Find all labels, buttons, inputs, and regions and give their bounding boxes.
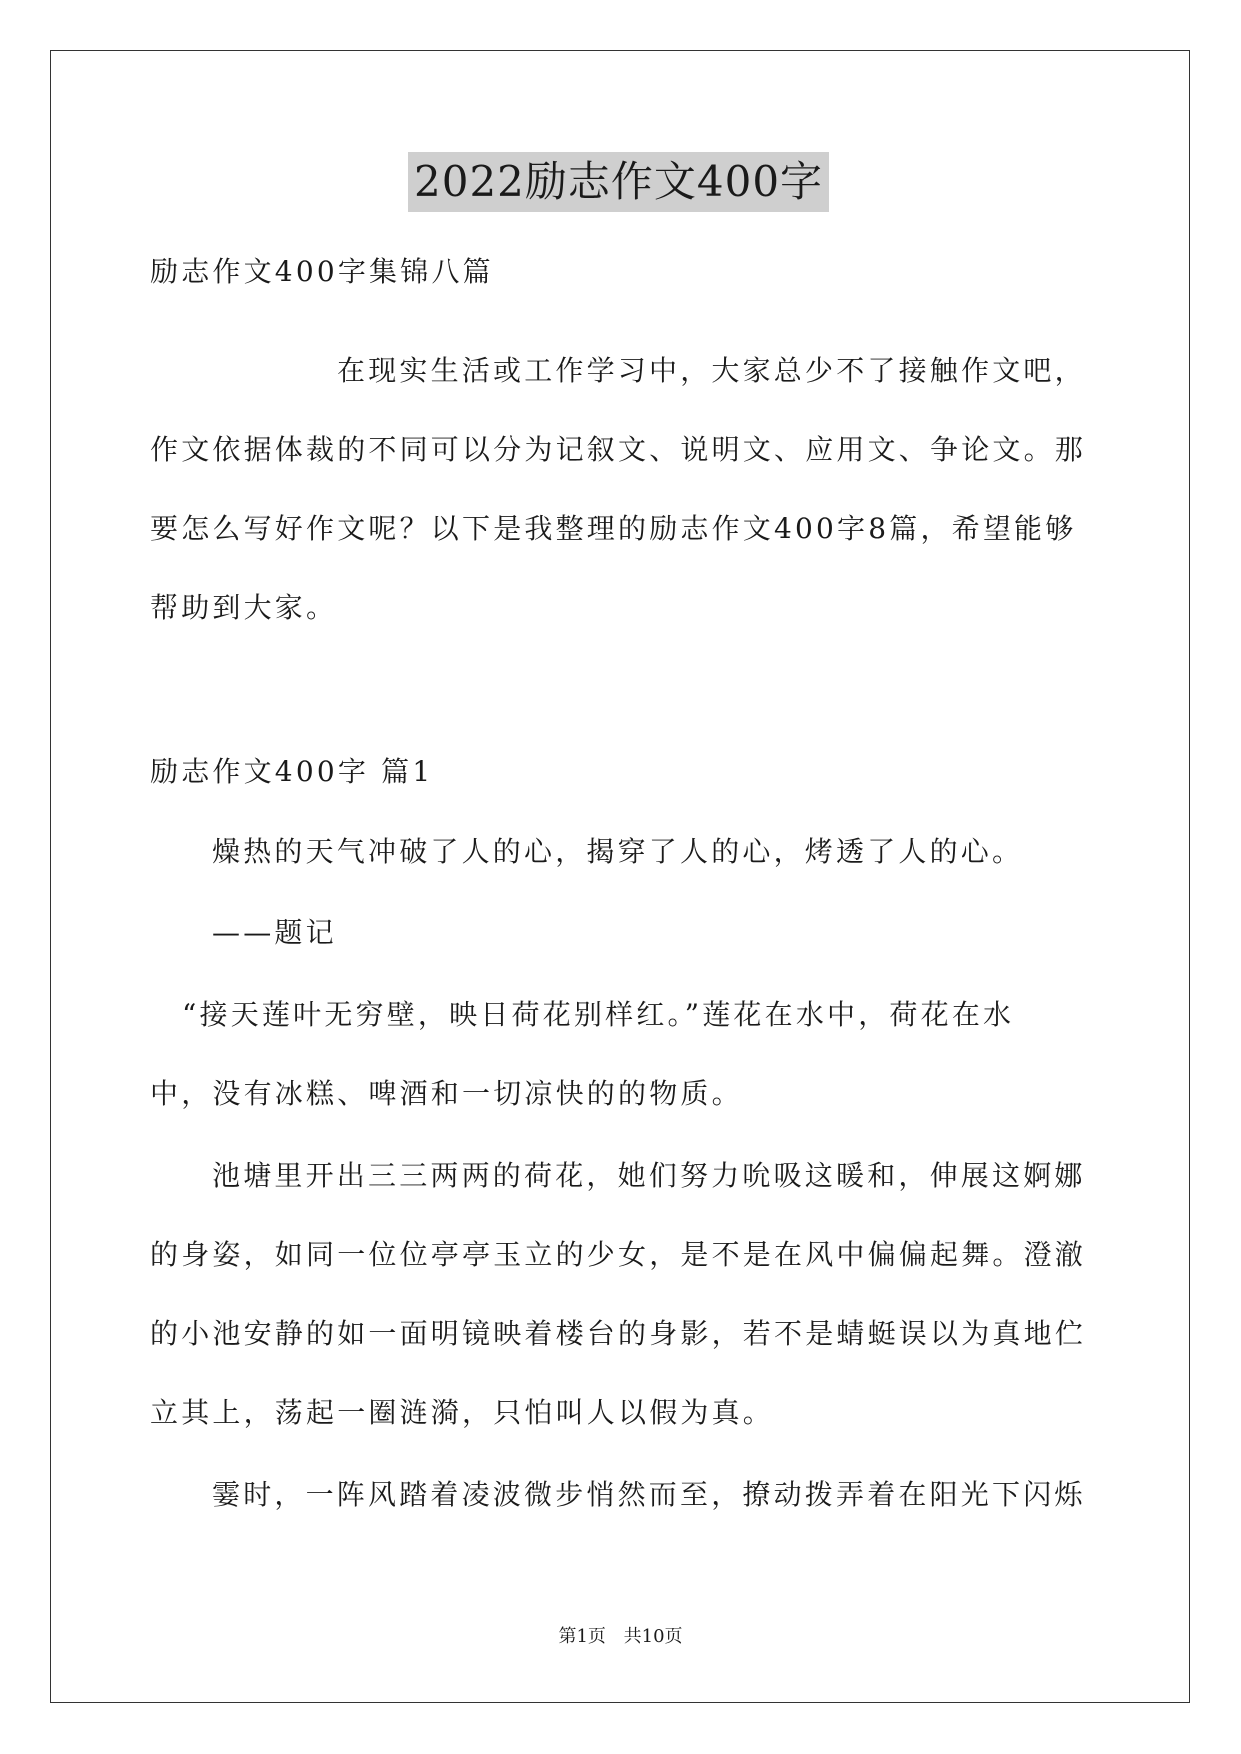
intro-line: 帮助到大家。	[150, 591, 338, 624]
body-line: 燥热的天气冲破了人的心，揭穿了人的心，烤透了人的心。	[212, 835, 1024, 868]
body-line: 中，没有冰糕、啤酒和一切凉快的的物质。	[150, 1077, 743, 1110]
page-total: 共10页	[623, 1626, 683, 1647]
body-line: ——题记	[212, 916, 337, 949]
section-heading: 励志作文400字 篇1	[150, 755, 434, 788]
intro-line: 作文依据体裁的不同可以分为记叙文、说明文、应用文、争论文。那	[150, 433, 1087, 466]
intro-line: 在现实生活或工作学习中，大家总少不了接触作文吧，	[337, 354, 1086, 387]
body-line: 池塘里开出三三两两的荷花，她们努力吮吸这暖和，伸展这婀娜	[212, 1159, 1086, 1192]
body-line: 霎时，一阵风踏着凌波微步悄然而至，撩动拨弄着在阳光下闪烁	[212, 1478, 1086, 1511]
page-number: 第1页	[558, 1626, 606, 1647]
page-border	[50, 50, 1190, 1703]
body-line: 立其上，荡起一圈涟漪，只怕叫人以假为真。	[150, 1396, 775, 1429]
body-line: 的身姿，如同一位位亭亭玉立的少女，是不是在风中偏偏起舞。澄澈	[150, 1238, 1087, 1271]
body-line: 的小池安静的如一面明镜映着楼台的身影，若不是蜻蜓误以为真地伫	[150, 1317, 1087, 1350]
document-subtitle: 励志作文400字集锦八篇	[150, 255, 494, 288]
body-line: “接天莲叶无穷壁，映日荷花别样红。”莲花在水中，荷花在水	[182, 998, 1015, 1031]
document-title: 2022励志作文400字	[408, 152, 829, 212]
intro-line: 要怎么写好作文呢？以下是我整理的励志作文400字8篇，希望能够	[150, 512, 1077, 545]
page-footer	[0, 1625, 1241, 1649]
